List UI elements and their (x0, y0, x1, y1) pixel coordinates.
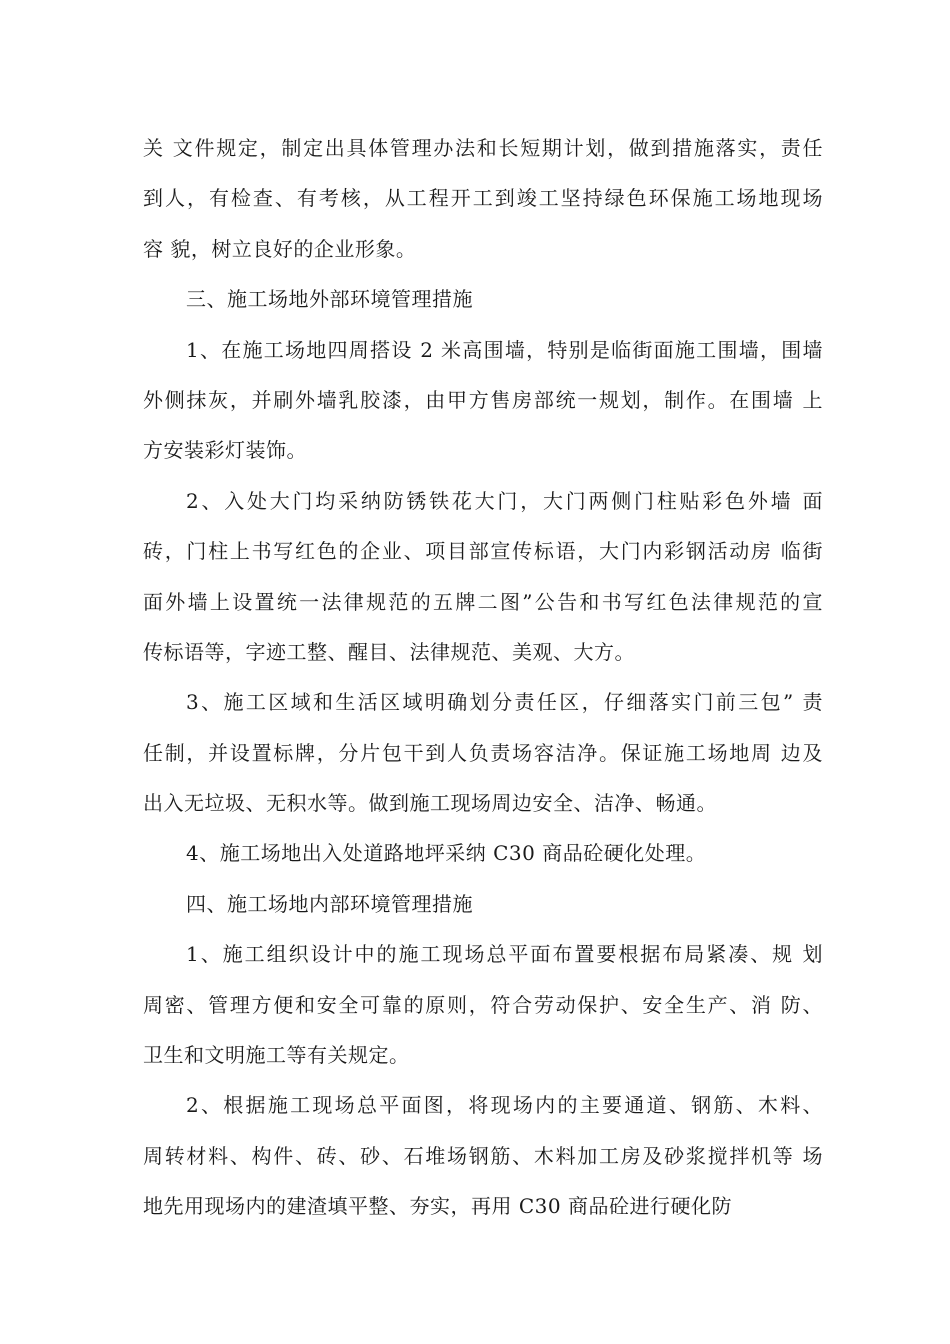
text-line: 1、在施工场地四周搭设 2 米高围墙，特别是临街面施工围墙，围墙 (186, 337, 823, 362)
text-line: 任制，并设置标牌，分片包干到人负责场容洁净。保证施工场地周 边及 (143, 740, 823, 765)
text-line: 到人，有检查、有考核，从工程开工到竣工坚持绿色环保施工场地现场 (143, 186, 823, 211)
body-text (143, 123, 823, 1232)
text-line: 面外墙上设置统一法律规范的五牌二图”公告和书写红色法律规范的宣 (143, 589, 823, 614)
text-line: 2、入处大门均采纳防锈铁花大门，大门两侧门柱贴彩色外墙 面 (186, 488, 823, 513)
text-line: 2、根据施工现场总平面图，将现场内的主要通道、钢筋、木料、 (186, 1093, 823, 1118)
text-line: 方安装彩灯装饰。 (143, 438, 307, 463)
text-line: 外侧抹灰，并刷外墙乳胶漆，由甲方售房部统一规划，制作。在围墙 上 (143, 387, 823, 412)
text-line: 出入无垃圾、无积水等。做到施工现场周边安全、洁净、畅通。 (143, 791, 717, 816)
text-line: 4、施工场地出入处道路地坪采纳 C30 商品砼硬化处理。 (186, 841, 707, 866)
section-heading: 四、施工场地内部环境管理措施 (186, 891, 473, 916)
text-line: 传标语等，字迹工整、醒目、法律规范、美观、大方。 (143, 639, 635, 664)
text-line: 卫生和文明施工等有关规定。 (143, 1043, 410, 1068)
text-line: 地先用现场内的建渣填平整、夯实，再用 C30 商品砼进行硬化防 (143, 1194, 732, 1219)
text-line: 周密、管理方便和安全可靠的原则，符合劳动保护、安全生产、消 防、 (143, 992, 823, 1017)
text-line: 1、施工组织设计中的施工现场总平面布置要根据布局紧凑、规 划 (186, 942, 823, 967)
text-line: 周转材料、构件、砖、砂、石堆场钢筋、木料加工房及砂浆搅拌机等 场 (143, 1143, 823, 1168)
section-heading: 三、施工场地外部环境管理措施 (186, 287, 473, 312)
text-line: 关 文件规定，制定出具体管理办法和长短期计划，做到措施落实，责任 (143, 136, 823, 160)
text-line: 3、施工区域和生活区域明确划分责任区，仔细落实门前三包” 责 (186, 690, 823, 715)
text-line: 砖，门柱上书写红色的企业、项目部宣传标语，大门内彩钢活动房 临街 (143, 539, 823, 564)
text-line: 容 貌，树立良好的企业形象。 (143, 236, 417, 261)
